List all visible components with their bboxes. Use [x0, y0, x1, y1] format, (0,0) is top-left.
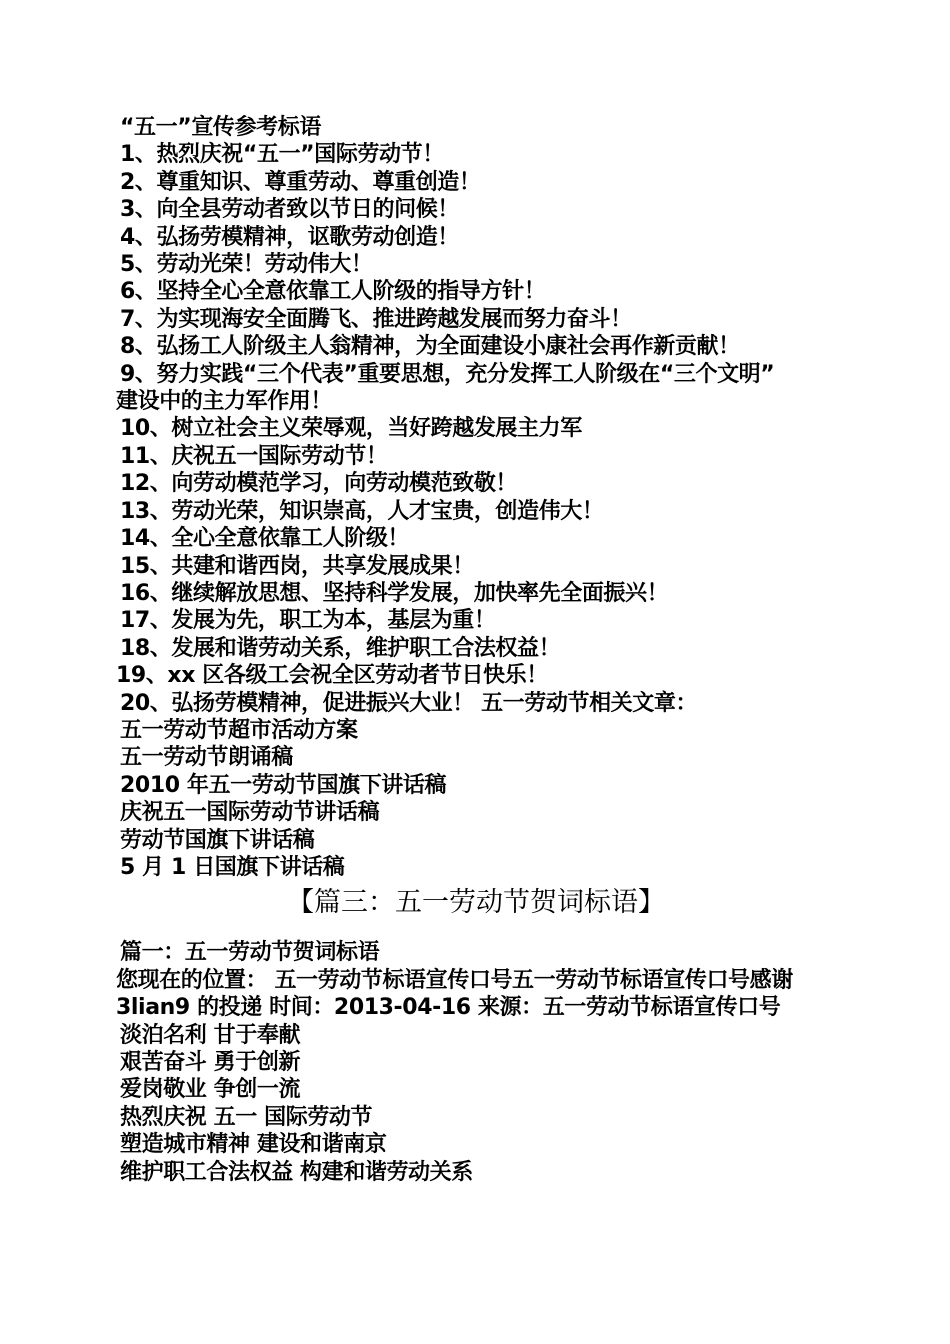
slogan-item: 20、弘扬劳模精神，促进振兴大业！ 五一劳动节相关文章：	[120, 690, 698, 716]
slogan-item: 8、弘扬工人阶级主人翁精神，为全面建设小康社会再作新贡献！	[120, 334, 740, 360]
slogan-list	[116, 141, 836, 717]
greeting-slogan: 爱岗敬业 争创一流	[120, 1077, 301, 1103]
greeting-slogan: 淡泊名利 甘于奉献	[120, 1022, 301, 1048]
slogan-item: 13、劳动光荣，知识崇高，人才宝贵，创造伟大！	[120, 498, 604, 524]
slogan-item: 3、向全县劳动者致以节日的问候！	[120, 197, 459, 223]
slogan-item: 18、发展和谐劳动关系，维护职工合法权益！	[120, 635, 561, 661]
greeting-slogan: 塑造城市精神 建设和谐南京	[120, 1132, 387, 1158]
slogan-item: 9、努力实践“三个代表”重要思想，充分发挥工人阶级在“三个文明”	[120, 361, 775, 387]
article-item: 五一劳动节超市活动方案	[120, 717, 358, 743]
section-heading: 【篇三：五一劳动节贺词标语】	[287, 887, 665, 919]
slogan-item: 14、全心全意依靠工人阶级！	[120, 526, 410, 552]
document-body	[116, 114, 836, 1186]
slogan-item: 11、庆祝五一国际劳动节！	[120, 443, 388, 469]
section-title: “五一”宣传参考标语	[120, 115, 321, 140]
article-item: 劳动节国旗下讲话稿	[120, 827, 315, 853]
article-item: 庆祝五一国际劳动节讲话稿	[120, 800, 380, 826]
article-item: 2010 年五一劳动节国旗下讲话稿	[120, 772, 447, 798]
slogan-item: 7、为实现海安全面腾飞、推进跨越发展而努力奋斗！	[120, 306, 632, 332]
greeting-slogan: 热烈庆祝 五一 国际劳动节	[120, 1104, 373, 1130]
slogan-item: 4、弘扬劳模精神，讴歌劳动创造！	[120, 224, 459, 250]
slogan-item: 2、尊重知识、尊重劳动、尊重创造！	[120, 169, 481, 195]
slogan-item: 10、树立社会主义荣辱观，当好跨越发展主力军	[120, 416, 582, 442]
slogan-item: 6、坚持全心全意依靠工人阶级的指导方针！	[120, 279, 546, 305]
greeting-slogan: 维护职工合法权益 构建和谐劳动关系	[120, 1159, 473, 1185]
slogan-item: 16、继续解放思想、坚持科学发展，加快率先全面振兴！	[120, 580, 669, 606]
sub-title: 篇一：五一劳动节贺词标语	[120, 940, 380, 966]
article-item: 五一劳动节朗诵稿	[120, 745, 293, 771]
article-item: 5 月 1 日国旗下讲话稿	[120, 854, 345, 880]
slogan-item: 5、劳动光荣！劳动伟大！	[120, 252, 373, 278]
slogan-item: 1、热烈庆祝“五一”国际劳动节！	[120, 142, 444, 168]
greeting-slogan-list	[116, 1022, 836, 1186]
slogan-item: 15、共建和谐西岗，共享发展成果！	[120, 553, 474, 579]
slogan-item: 17、发展为先，职工为本，基层为重！	[120, 608, 496, 634]
location-meta: 您现在的位置： 五一劳动节标语宣传口号五一劳动节标语宣传口号感谢 3lian9 的投递 时间：2013-04-16 来源：五一劳动节标语宣传口号	[116, 967, 793, 1021]
slogan-item-continuation: 建设中的主力军作用！	[116, 389, 333, 415]
slogan-item: 12、向劳动模范学习，向劳动模范致敬！	[120, 471, 518, 497]
slogan-item: 19、xx 区各级工会祝全区劳动者节日快乐！	[116, 663, 548, 689]
article-list	[116, 717, 836, 881]
greeting-slogan: 艰苦奋斗 勇于创新	[120, 1050, 301, 1075]
